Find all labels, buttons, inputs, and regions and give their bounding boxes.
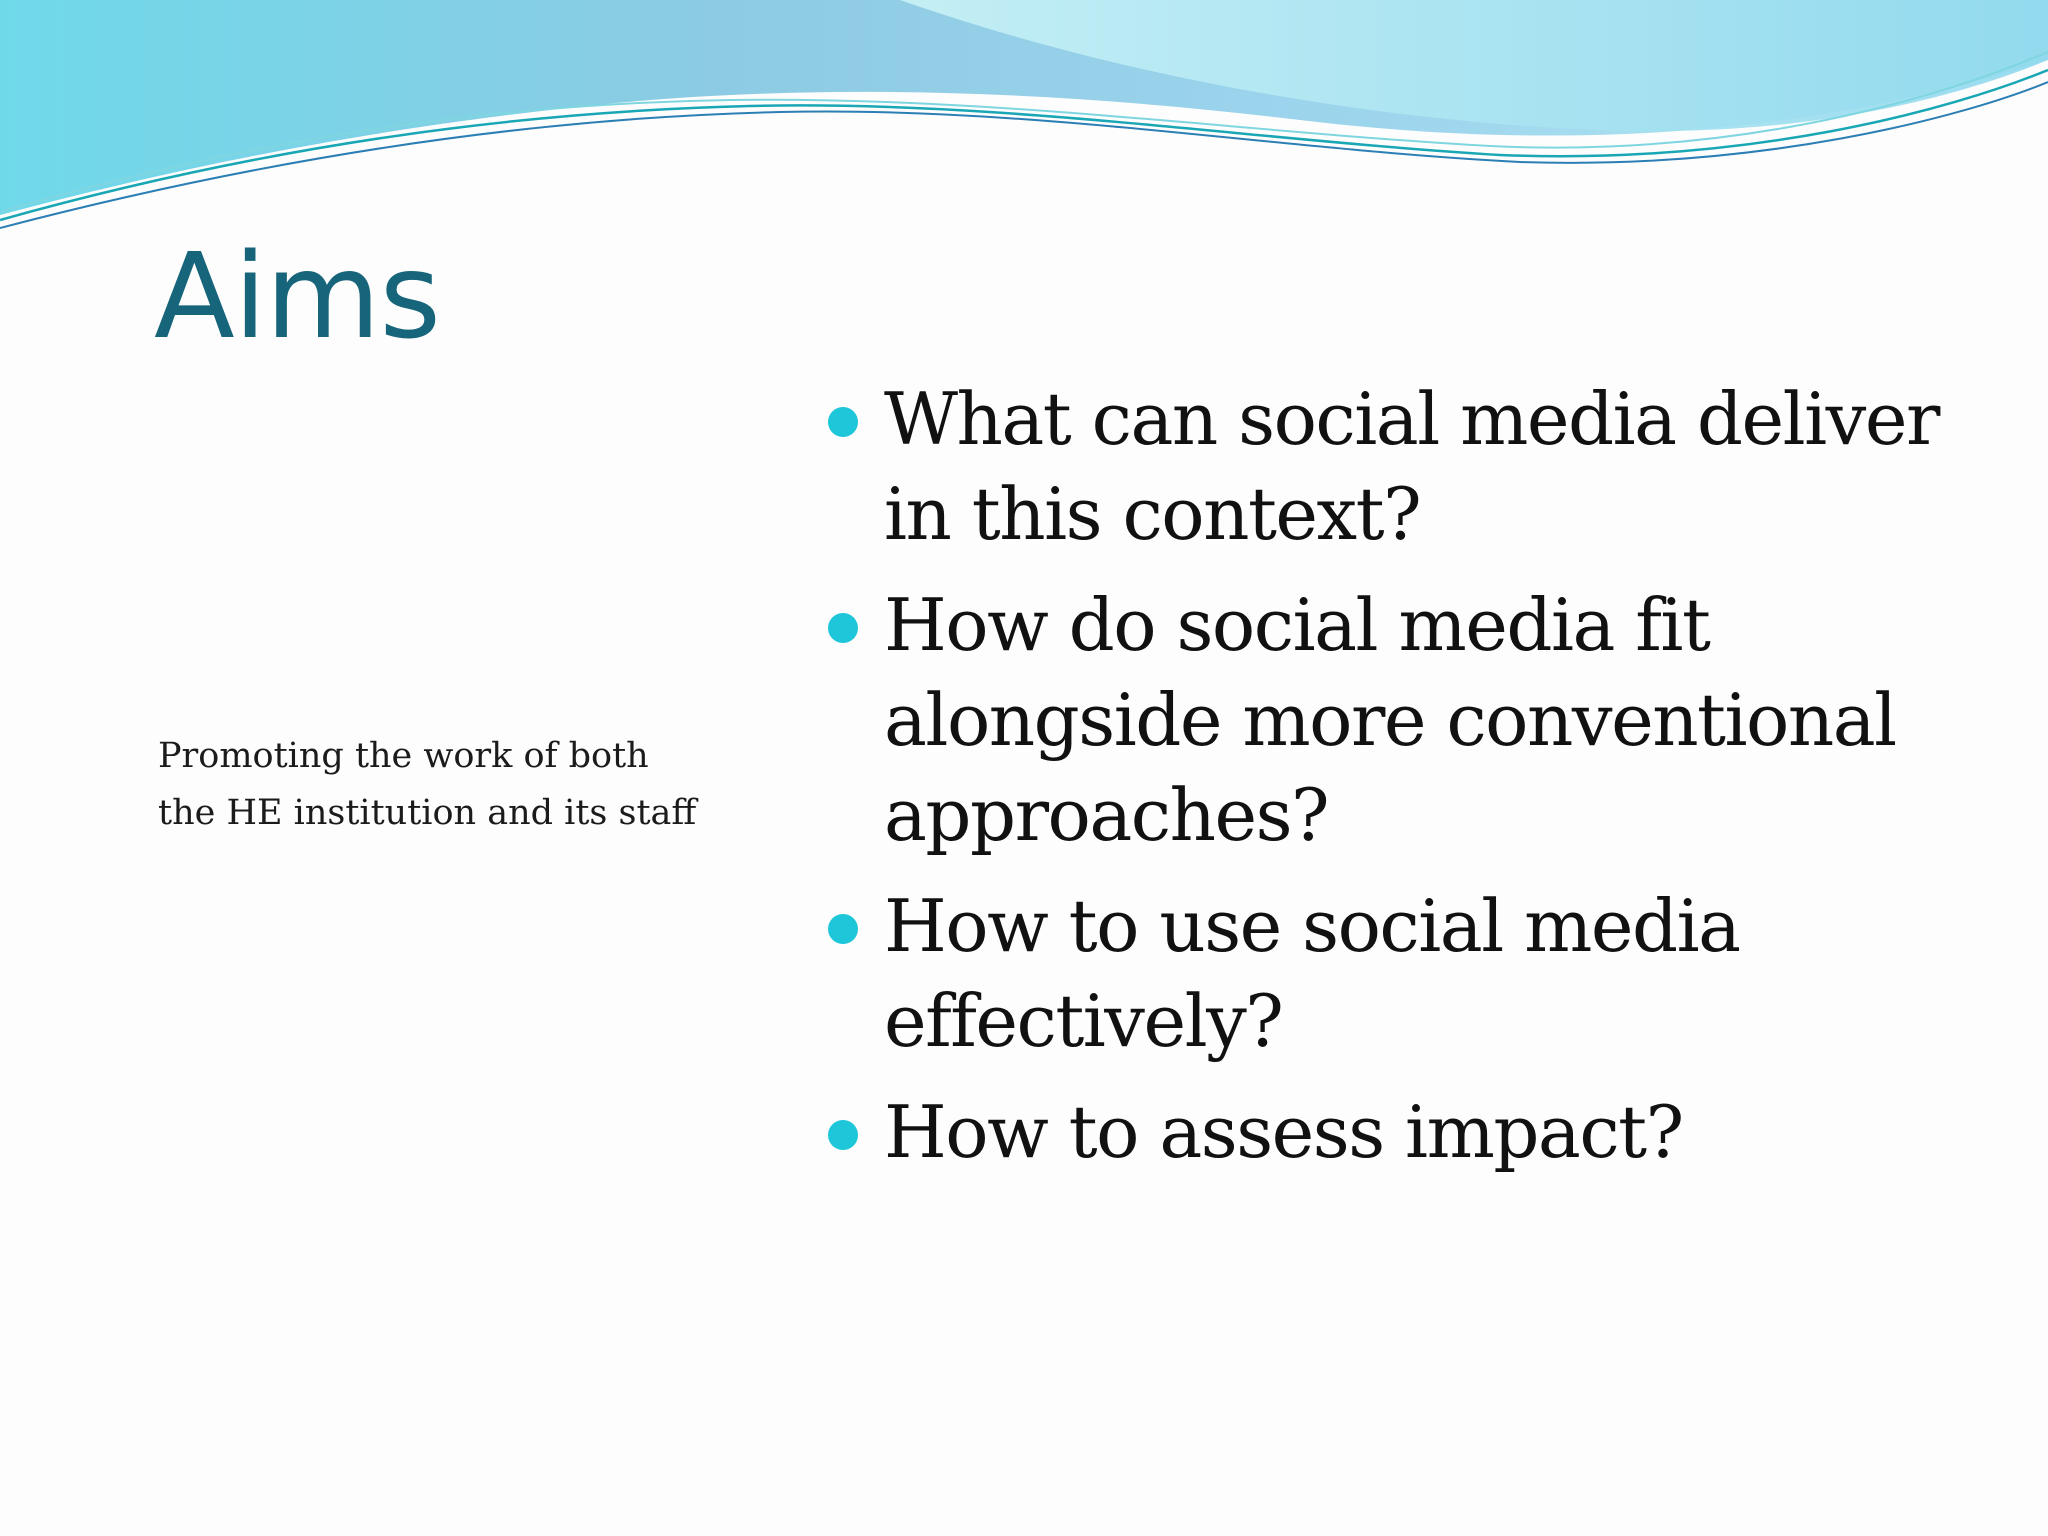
bullet-line: approaches? [884, 773, 1329, 857]
bullet-dot-icon [828, 914, 858, 944]
header-wave-decoration [0, 0, 2048, 240]
bullet-line: How to assess impact? [884, 1090, 1683, 1174]
bullet-text [884, 879, 2008, 1069]
bullet-item [828, 578, 2008, 863]
bullet-text [884, 372, 2008, 562]
side-note [158, 728, 718, 842]
side-note-line: Promoting the work of both [158, 736, 649, 776]
slide-title: Aims [154, 227, 440, 365]
bullet-item [828, 1085, 2008, 1180]
bullet-dot-icon [828, 613, 858, 643]
bullet-line: effectively? [884, 979, 1283, 1063]
bullet-text [884, 1085, 2008, 1180]
bullet-item [828, 879, 2008, 1069]
bullet-dot-icon [828, 407, 858, 437]
bullet-list [828, 372, 2008, 1196]
bullet-line: alongside more conventional [884, 678, 1896, 762]
bullet-item [828, 372, 2008, 562]
bullet-line: What can social media deliver [884, 377, 1939, 461]
bullet-line: How to use social media [884, 884, 1740, 968]
bullet-line: How do social media fit [884, 583, 1710, 667]
bullet-text [884, 578, 2008, 863]
bullet-line: in this context? [884, 472, 1421, 556]
side-note-line: the HE institution and its staff [158, 793, 697, 833]
bullet-dot-icon [828, 1120, 858, 1150]
